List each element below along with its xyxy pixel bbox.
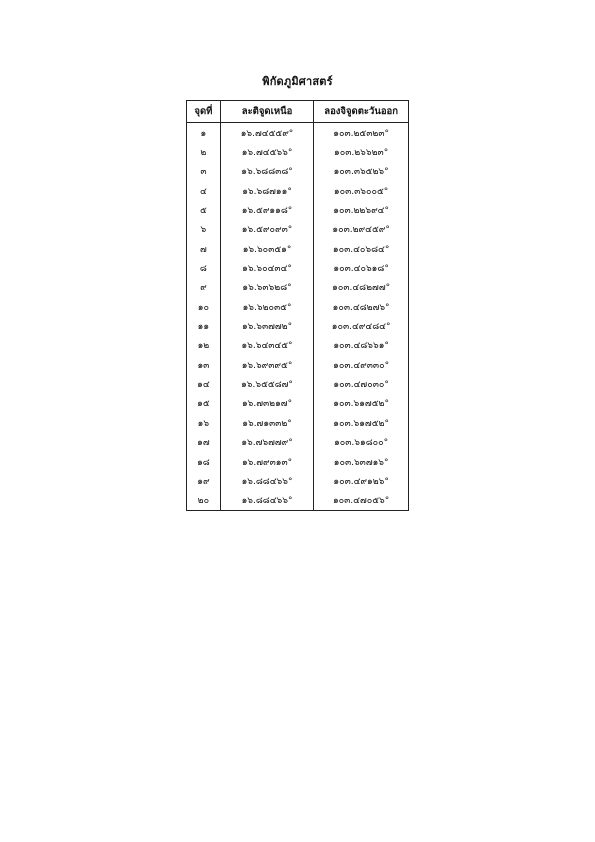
longitude-cell: ๑๐๓.๔๘๒๗๗° (314, 278, 409, 297)
point-number-cell: ๓ (187, 162, 221, 181)
table-row (187, 452, 409, 471)
point-number-cell: ๘ (187, 258, 221, 277)
point-number-cell: ๑ (187, 123, 221, 143)
point-number-cell: ๗ (187, 239, 221, 258)
latitude-cell: ๑๖.๗๙๓๑๓° (220, 452, 313, 471)
longitude-cell: ๑๐๓.๒๒๖๙๔° (314, 200, 409, 219)
longitude-cell: ๑๐๓.๓๖๕๒๖° (314, 162, 409, 181)
longitude-cell: ๑๐๓.๔๗๐๕๖° (314, 491, 409, 511)
latitude-cell: ๑๖.๗๓๒๑๗° (220, 394, 313, 413)
latitude-cell: ๑๖.๖๘๘๓๘° (220, 162, 313, 181)
table-row (187, 220, 409, 239)
longitude-cell: ๑๐๓.๖๑๗๕๒° (314, 413, 409, 432)
point-number-cell: ๕ (187, 200, 221, 219)
point-number-cell: ๒๐ (187, 491, 221, 511)
table-row (187, 297, 409, 316)
point-number-cell: ๔ (187, 181, 221, 200)
table-row (187, 374, 409, 393)
table-row (187, 200, 409, 219)
table-row (187, 316, 409, 335)
table-row (187, 162, 409, 181)
latitude-cell: ๑๖.๗๔๕๖๖° (220, 142, 313, 161)
table-row (187, 123, 409, 143)
header-longitude: ลองจิจูดตะวันออก (314, 101, 409, 123)
latitude-cell: ๑๖.๗๔๕๕๙° (220, 123, 313, 143)
latitude-cell: ๑๖.๘๘๔๖๖° (220, 471, 313, 490)
longitude-cell: ๑๐๓.๔๗๐๓๐° (314, 374, 409, 393)
latitude-cell: ๑๖.๖๙๓๙๕° (220, 355, 313, 374)
table-row (187, 413, 409, 432)
table-row (187, 355, 409, 374)
table-row (187, 394, 409, 413)
latitude-cell: ๑๖.๖๘๗๑๑° (220, 181, 313, 200)
point-number-cell: ๑๔ (187, 374, 221, 393)
coordinates-table (186, 100, 409, 511)
latitude-cell: ๑๖.๗๑๓๓๒° (220, 413, 313, 432)
latitude-cell: ๑๖.๖๔๓๔๕° (220, 336, 313, 355)
longitude-cell: ๑๐๓.๖๑๗๕๒° (314, 394, 409, 413)
latitude-cell: ๑๖.๖๒๐๓๕° (220, 297, 313, 316)
point-number-cell: ๑๖ (187, 413, 221, 432)
table-row (187, 142, 409, 161)
table-row (187, 336, 409, 355)
longitude-cell: ๑๐๓.๒๙๔๕๙° (314, 220, 409, 239)
table-row (187, 181, 409, 200)
latitude-cell: ๑๖.๖๓๖๒๘° (220, 278, 313, 297)
table-row (187, 258, 409, 277)
point-number-cell: ๑๗ (187, 433, 221, 452)
longitude-cell: ๑๐๓.๔๙๔๘๔° (314, 316, 409, 335)
latitude-cell: ๑๖.๕๙๑๑๘° (220, 200, 313, 219)
longitude-cell: ๑๐๓.๒๕๓๒๓° (314, 123, 409, 143)
latitude-cell: ๑๖.๗๖๗๗๙° (220, 433, 313, 452)
point-number-cell: ๑๘ (187, 452, 221, 471)
longitude-cell: ๑๐๓.๔๙๑๒๖° (314, 471, 409, 490)
header-point-number: จุดที่ (187, 101, 221, 123)
longitude-cell: ๑๐๓.๔๙๓๓๐° (314, 355, 409, 374)
table-row (187, 278, 409, 297)
longitude-cell: ๑๐๓.๓๖๐๐๕° (314, 181, 409, 200)
latitude-cell: ๑๖.๘๘๔๖๖° (220, 491, 313, 511)
point-number-cell: ๒ (187, 142, 221, 161)
point-number-cell: ๑๐ (187, 297, 221, 316)
longitude-cell: ๑๐๓.๒๖๖๒๓° (314, 142, 409, 161)
point-number-cell: ๖ (187, 220, 221, 239)
longitude-cell: ๑๐๓.๔๐๖๘๔° (314, 239, 409, 258)
point-number-cell: ๙ (187, 278, 221, 297)
table-row (187, 471, 409, 490)
point-number-cell: ๑๓ (187, 355, 221, 374)
latitude-cell: ๑๖.๖๐๔๓๔° (220, 258, 313, 277)
latitude-cell: ๑๖.๖๐๓๕๑° (220, 239, 313, 258)
point-number-cell: ๑๒ (187, 336, 221, 355)
point-number-cell: ๑๕ (187, 394, 221, 413)
longitude-cell: ๑๐๓.๖๑๘๐๐° (314, 433, 409, 452)
latitude-cell: ๑๖.๕๙๐๙๓° (220, 220, 313, 239)
point-number-cell: ๑๑ (187, 316, 221, 335)
table-row (187, 433, 409, 452)
longitude-cell: ๑๐๓.๖๓๗๑๖° (314, 452, 409, 471)
longitude-cell: ๑๐๓.๔๘๖๖๑° (314, 336, 409, 355)
table-row (187, 491, 409, 511)
latitude-cell: ๑๖.๖๓๗๗๒° (220, 316, 313, 335)
table-header-row (187, 101, 409, 123)
point-number-cell: ๑๙ (187, 471, 221, 490)
header-latitude: ละติจูดเหนือ (220, 101, 313, 123)
latitude-cell: ๑๖.๖๕๕๘๗° (220, 374, 313, 393)
table-row (187, 239, 409, 258)
longitude-cell: ๑๐๓.๔๘๒๗๖° (314, 297, 409, 316)
longitude-cell: ๑๐๓.๔๐๖๑๘° (314, 258, 409, 277)
page-title: พิกัดภูมิศาสตร์ (262, 75, 333, 88)
